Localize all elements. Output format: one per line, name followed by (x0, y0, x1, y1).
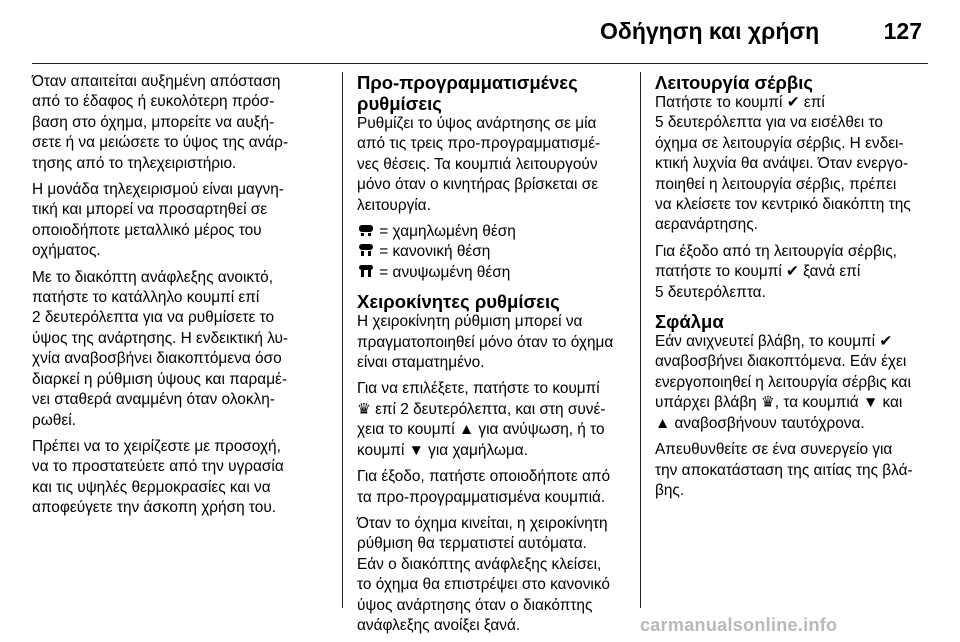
section-heading-manual: Χειροκίνητες ρυθμίσεις (357, 291, 560, 313)
paragraph: Ρυθμίζει το ύψος ανάρτησης σε μία από τις τρεις προ-προγραμματισμέ- νες θέσεις. Τα κουμπιά λειτουργούν μόνο όταν ο κινητήρας βρίσκεται σε λειτουργία. (357, 115, 601, 214)
section-heading-service-mode: Λειτουργία σέρβις (655, 72, 813, 93)
list-item: = χαμηλωμένη θέση (357, 222, 635, 242)
lowered-position-icon (357, 222, 375, 242)
column-left (32, 72, 328, 525)
paragraph: Η μονάδα τηλεχειρισμού είναι μαγνη- τική και μπορεί να προσαρτηθεί σε οποιοδήποτε μεταλλικό μέρος του οχήματος. (32, 181, 284, 260)
header-divider (32, 63, 928, 64)
paragraph: Πρέπει να το χειρίζεστε με προσοχή, να το προστατεύετε από την υγρασία και τις υψηλές θερμοκρασίες και να αποφεύγετε την άσκοπη χρήση του. (32, 437, 284, 517)
paragraph: Εάν ανιχνευτεί βλάβη, το κουμπί ✔ αναβοσβήνει διακοπτόμενα. Εάν έχει ενεργοποιηθεί η λειτουργία σέρβις και υπάρχει βλάβη ♛, τα κουμπιά ▼ και ▲ αναβοσβήνουν ταυτόχρονα. (655, 333, 911, 432)
paragraph: Με το διακόπτη ανάφλεξης ανοικτό, πατήστε το κατάλληλο κουμπί επί 2 δευτερόλεπτα για να ρυθμίσετε το ύψος της ανάρτησης. Η ενδεικτική λυ- χνία αναβοσβήνει διακοπτόμενα όσο διαρκεί η ρύθμιση ύψους και παραμέ- νει σταθερά αναμμένη όταν ολοκλη- ρωθεί. (32, 268, 289, 429)
position-list (357, 222, 635, 283)
list-item: = κανονική θέση (357, 242, 635, 262)
page-number: 127 (883, 18, 922, 44)
paragraph: Για να επιλέξετε, πατήστε το κουμπί ♛ επί 2 δευτερόλεπτα, και στη συνέ- χεια το κουμπί ▲ για ανύψωση, ή το κουμπί ▼ για χαμήλωμα. (357, 380, 606, 459)
watermark: carmanualsonline.info (640, 615, 838, 635)
paragraph: Απευθυνθείτε σε ένα συνεργείο για την αποκατάσταση της αιτίας της βλά- βης. (655, 441, 913, 499)
paragraph: Όταν απαιτείται αυξημένη απόσταση από το έδαφος ή ευκολότερη πρόσ- βαση στο όχημα, μπορείτε να αυξή- σετε ή να μειώσετε το ύψος της ανάρ- τησης από το τηλεχειριστήριο. (32, 73, 289, 172)
paragraph: Πατήστε το κουμπί ✔ επί 5 δευτερόλεπτα για να εισέλθει το όχημα σε λειτουργία σέρβις. Η ενδει- κτική λυχνία θα ανάψει. Όταν ενεργο- ποιηθεί η λειτουργία σέρβις, πρέπει να κλείσετε τον κεντρικό διακόπτη της αερανάρτησης. (655, 94, 911, 234)
column-right (655, 72, 931, 507)
paragraph: Η χειροκίνητη ρύθμιση μπορεί να πραγματοποιηθεί μόνο όταν το όχημα είναι σταματημένο. (357, 313, 614, 372)
column-middle (357, 72, 635, 642)
column-divider (640, 72, 641, 608)
list-item: = ανυψωμένη θέση (357, 263, 635, 283)
paragraph: Όταν το όχημα κινείται, η χειροκίνητη ρύθμιση θα τερματιστεί αυτόματα. Εάν ο διακόπτης ανάφλεξης κλείσει, το όχημα θα επιστρέψει στο κανονικό ύψος ανάρτησης όταν ο διακόπτης ανάφλεξης ανοίξει ξανά. (357, 514, 610, 634)
section-heading-fault: Σφάλμα (655, 311, 724, 333)
column-divider (342, 72, 343, 608)
page-title: Οδήγηση και χρήση (600, 18, 820, 44)
paragraph: Για έξοδο από τη λειτουργία σέρβις, πατήστε το κουμπί ✔ ξανά επί 5 δευτερόλεπτα. (655, 242, 897, 301)
paragraph: Για έξοδο, πατήστε οποιοδήποτε από τα προ-προγραμματισμένα κουμπιά. (357, 468, 611, 506)
section-heading-presets: Προ-προγραμματισμένες ρυθμίσεις (357, 72, 578, 114)
normal-position-icon (357, 242, 375, 262)
raised-position-icon (357, 263, 375, 283)
